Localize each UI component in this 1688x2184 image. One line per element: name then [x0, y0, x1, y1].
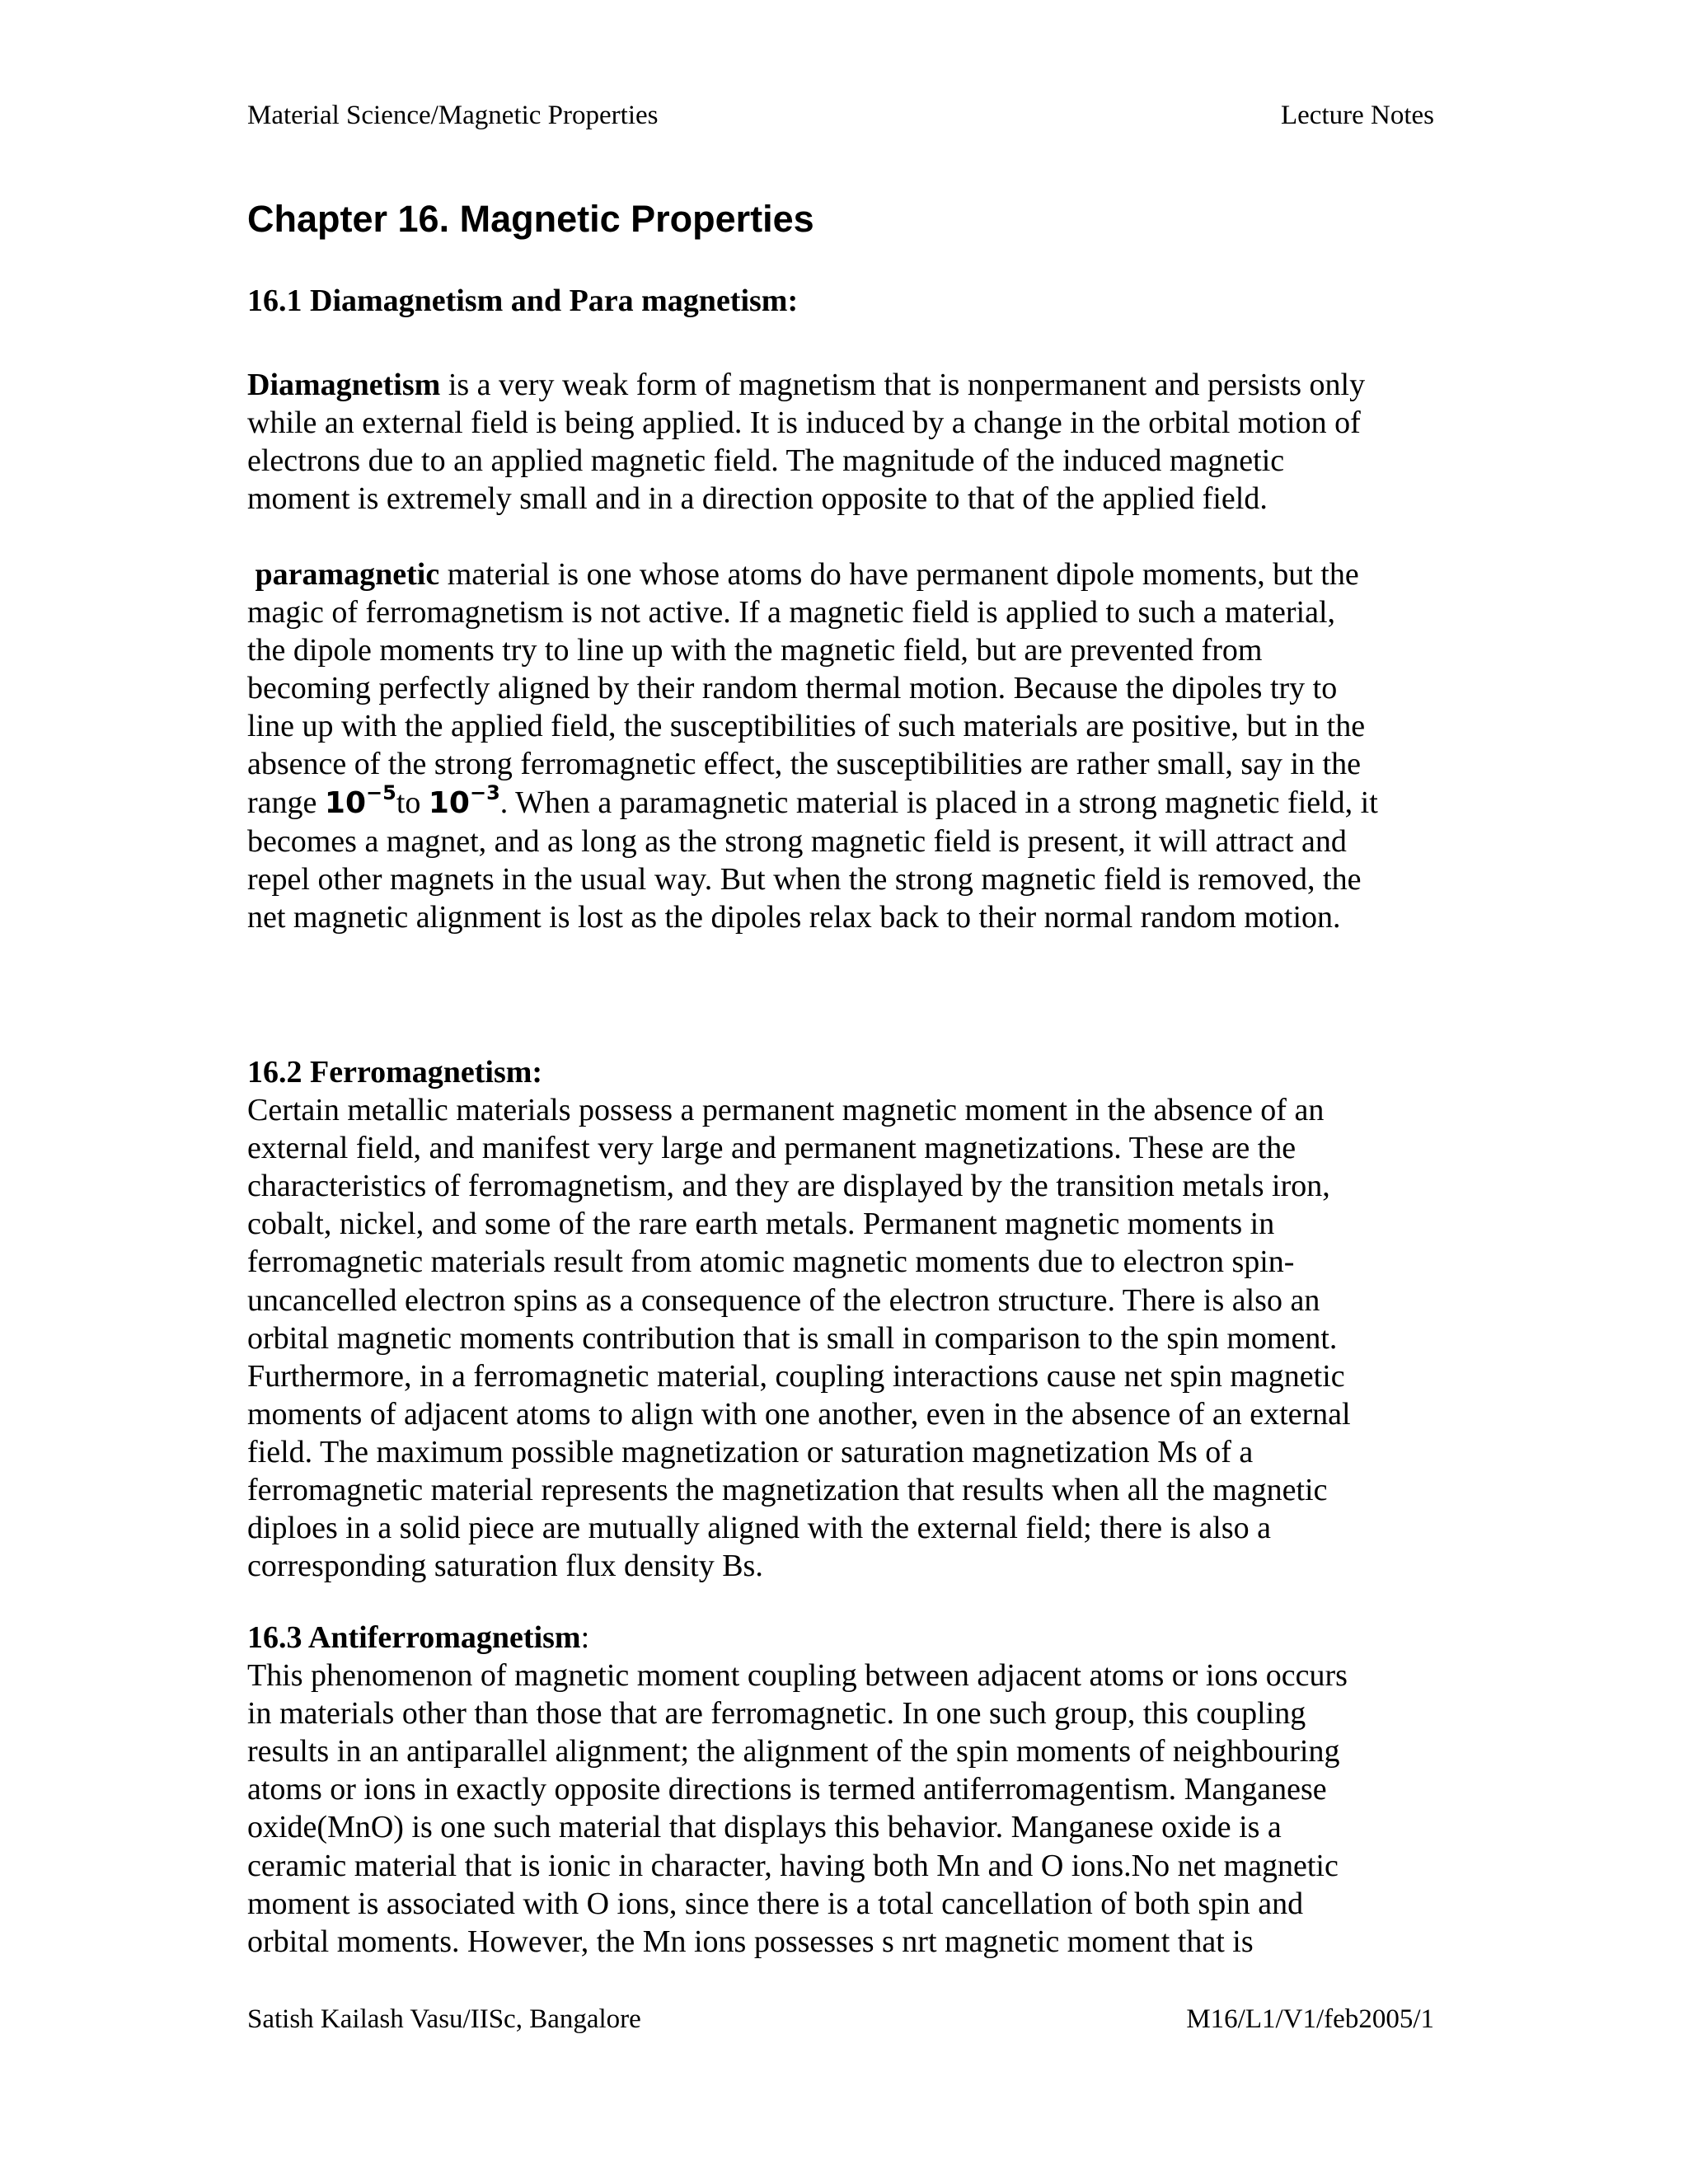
header-left: Material Science/Magnetic Properties [247, 101, 659, 130]
section-16-3: 16.3 Antiferromagnetism: This phenomenon of magnetic moment coupling between adjacent atoms or ions occurs in materials other than those that are ferromagnetic. In one such group, this coupling results in an antiparallel alignment; the alignment of the spin moments of neighbouring atoms or ions in exactly opposite directions is termed antiferromagentism. Manganese oxide(MnO) is one such material that displays this behavior. Manganese oxide is a ceramic material that is ionic in character, having both Mn and O ions.No net magnetic moment is associated with O ions, since there is a total cancellation of both spin and orbital moments. However, the Mn ions possesses s nrt magnetic moment that is [247, 1620, 1348, 1959]
susceptibility-range-line: range $10^{-5}to$ $10^{-3}$. When a paramagnetic material is placed in a strong magnetic field, it [247, 780, 1378, 820]
chapter-title: Chapter 16. Magnetic Properties [247, 198, 814, 240]
page-header [247, 99, 1434, 132]
page-footer [247, 2003, 1434, 2036]
section-title-16-1: 16.1 Diamagnetism and Para magnetism: [247, 284, 799, 318]
paramagnetic-term: paramagnetic [255, 557, 440, 592]
section-16-1 [247, 282, 1434, 320]
range-high-formula: $10^{-3}$ [428, 780, 500, 820]
footer-left: Satish Kailash Vasu/IISc, Bangalore [247, 2004, 641, 2034]
section-title-16-2: 16.2 Ferromagnetism: [247, 1055, 543, 1090]
diamagnetism-paragraph: Diamagnetism is a very weak form of magnetism that is nonpermanent and persists only while an external field is being applied. It is induced by a change in the orbital motion of electrons due to an applied magnetic field. The magnitude of the induced magnetic moment is extremely small and in a direction opposite to that of the applied field. [247, 368, 1366, 517]
footer-right: M16/L1/V1/feb2005/1 [1186, 2004, 1434, 2034]
paramagnetism-paragraph: paramagnetic material is one whose atoms do have permanent dipole moments, but the magic of ferromagnetism is not active. If a magnetic field is applied to such a material, the dipole moments try to line up with the magnetic field, but are prevented from becoming perfectly aligned by their random thermal motion. Because the dipoles try to line up with the applied field, the susceptibilities of such materials are positive, but in the absence of the strong ferromagnetic effect, the susceptibilities are rather small, say in the range $10^{-5}to$ $10^{-3}$. When a paramagnetic material is placed in a strong magnetic field, it becomes a magnet, and as long as the strong magnetic field is present, it will attract and repel other magnets in the usual way. But when the strong magnetic field is removed, the net magnetic alignment is lost as the dipoles relax back to their normal random motion. [247, 555, 1434, 936]
range-low-formula: $10^{-5}$ [324, 780, 396, 820]
diamagnetism-term: Diamagnetism [247, 368, 441, 402]
header-right: Lecture Notes [1281, 101, 1434, 130]
section-16-2: 16.2 Ferromagnetism: Certain metallic materials possess a permanent magnetic moment in the absence of an external field, and manifest very large and permanent magnetizations. These are the characteristics of ferromagnetism, and they are displayed by the transition metals iron, cobalt, nickel, and some of the rare earth metals. Permanent magnetic moments in ferromagnetic materials result from atomic magnetic moments due to electron spin- uncancelled electron spins as a consequence of the electron structure. There is also an orbital magnetic moments contribution that is small in comparison to the spin moment. Furthermore, in a ferromagnetic material, coupling interactions cause net spin magnetic moments of adjacent atoms to align with one another, even in the absence of an external field. The maximum possible magnetization or saturation magnetization Ms of a ferromagnetic material represents the magnetization that results when all the magnetic diploes in a solid piece are mutually aligned with the external field; there is also a corresponding saturation flux density Bs. [247, 1053, 1434, 1585]
section-title-16-3: 16.3 Antiferromagnetism [247, 1620, 581, 1655]
